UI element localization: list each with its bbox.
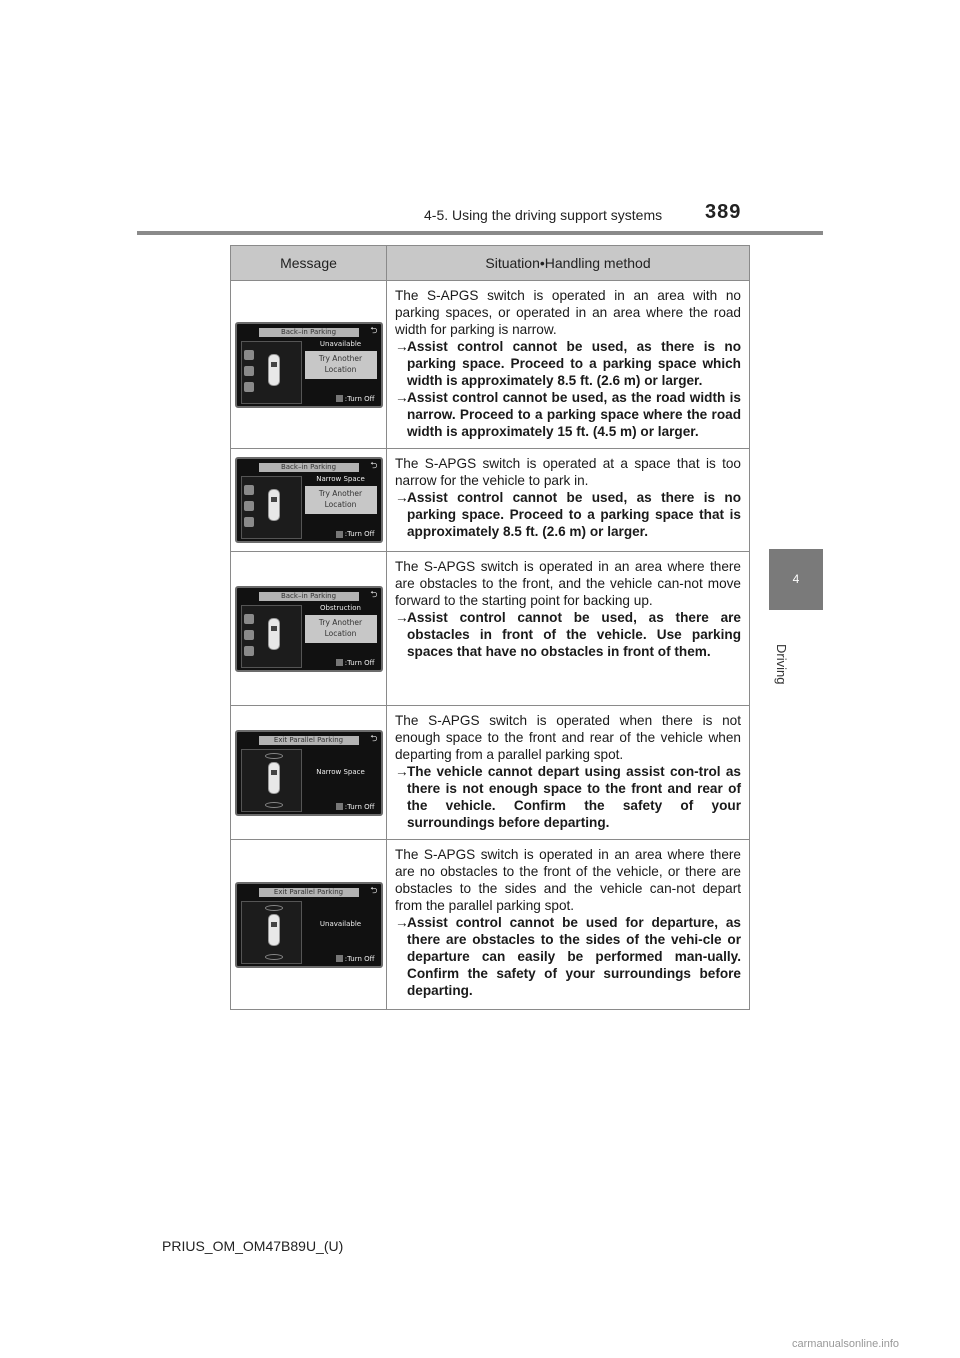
situation-cell <box>387 552 750 706</box>
turn-off-label <box>336 395 375 403</box>
handling-text: The vehicle cannot depart using assist con-trol as there is not enough space to the front and rear of the vehicle. Confirm the safety of your surroundings before departing. <box>407 764 741 830</box>
handling-item <box>395 914 741 999</box>
screen-status: Narrow Space <box>316 767 365 776</box>
handling-text: Assist control cannot be used, as there is no parking space. Proceed to a parking space which width is approximately 8.5 ft. (2.6 m) or larger. <box>407 339 741 388</box>
arrow-icon: → <box>395 764 409 779</box>
car-icon <box>268 489 280 521</box>
document-code: PRIUS_OM_OM47B89U_(U) <box>162 1238 344 1254</box>
section-title: 4-5. Using the driving support systems <box>424 207 663 223</box>
try-line: Location <box>324 628 357 638</box>
handling-item <box>395 338 741 389</box>
arrow-icon: → <box>395 390 409 405</box>
sensor-ring-icon <box>265 905 283 911</box>
situation-text: The S-APGS switch is operated in an area where there are obstacles to the front, and the vehicle can-not move forward to the starting point for backing up. <box>395 559 741 608</box>
try-line: Location <box>324 500 357 509</box>
sensor-icon <box>244 485 254 495</box>
page-number: 389 <box>705 201 742 223</box>
apgs-switch-icon <box>336 395 343 402</box>
handling-item <box>395 389 741 440</box>
arrow-icon: → <box>395 339 409 354</box>
sensor-icon <box>244 517 254 527</box>
message-image-cell <box>231 552 387 706</box>
situation-cell <box>387 706 750 840</box>
screen-title: Back–in Parking <box>259 592 359 601</box>
table-row <box>231 449 750 552</box>
screen-title: Back–in Parking <box>259 328 359 337</box>
back-arrow-icon: ⮌ <box>370 325 378 336</box>
sensor-ring-icon <box>265 802 283 808</box>
try-line: Location <box>324 364 357 374</box>
try-another-location-button <box>305 615 377 643</box>
sensor-icon <box>244 501 254 511</box>
sensor-icon <box>244 646 254 656</box>
message-image-cell <box>231 449 387 552</box>
apgs-switch-icon <box>336 955 343 962</box>
try-line: Try Another <box>318 617 363 627</box>
vehicle-diagram <box>241 749 302 812</box>
handling-text: Assist control cannot be used for departure, as there are obstacles to the sides of the vehi-cle or departure can easily be performed man-ually. Confirm the safety of your surroundings before departing. <box>407 915 741 998</box>
try-line: Try Another <box>318 489 363 498</box>
display-screen <box>235 322 383 408</box>
sensor-icon <box>244 382 254 392</box>
table-row <box>231 706 750 840</box>
turn-off-label <box>336 955 375 963</box>
display-screen <box>235 586 383 672</box>
situation-text: The S-APGS switch is operated at a space that is too narrow for the vehicle to park in. <box>395 456 741 488</box>
message-image-cell <box>231 281 387 449</box>
sensor-ring-icon <box>265 753 283 759</box>
sensor-icon <box>244 366 254 376</box>
situation-cell <box>387 281 750 449</box>
display-screen <box>235 730 383 816</box>
table-row <box>231 552 750 706</box>
table-header-row <box>231 246 750 281</box>
try-another-location-button <box>305 486 377 514</box>
car-icon <box>268 618 280 650</box>
message-image-cell <box>231 706 387 840</box>
situation-cell <box>387 840 750 1010</box>
situation-text: The S-APGS switch is operated in an area where there are no obstacles to the front of the vehicle, or there are obstacles to the sides and the vehicle can-not depart from the parallel parking spot. <box>395 847 741 913</box>
display-screen <box>235 882 383 968</box>
try-another-location-button <box>305 351 377 379</box>
situation-text: The S-APGS switch is operated when there is not enough space to the front and rear of the vehicle when departing from a parallel parking spot. <box>395 713 741 762</box>
vehicle-diagram <box>241 901 302 964</box>
back-arrow-icon: ⮌ <box>370 733 378 744</box>
car-icon <box>268 914 280 946</box>
screen-title: Exit Parallel Parking <box>259 888 359 897</box>
turn-off-text: :Turn Off <box>344 530 375 538</box>
back-arrow-icon: ⮌ <box>370 461 378 471</box>
screen-status: Unavailable <box>319 919 362 928</box>
arrow-icon: → <box>395 610 409 625</box>
situation-cell <box>387 449 750 552</box>
display-screen <box>235 457 383 543</box>
sensor-ring-icon <box>265 954 283 960</box>
sensor-icon <box>244 614 254 624</box>
screen-status: Narrow Space <box>316 475 365 483</box>
try-line: Try Another <box>318 353 363 363</box>
message-image-cell <box>231 840 387 1010</box>
apgs-switch-icon <box>336 659 343 666</box>
handling-text: Assist control cannot be used, as there is no parking space. Proceed to a parking space that is approximately 8.5 ft. (2.6 m) or larger. <box>407 490 741 539</box>
screen-title: Exit Parallel Parking <box>259 736 359 745</box>
column-header-situation: Situation•Handling method <box>387 246 750 281</box>
apgs-switch-icon <box>336 803 343 810</box>
vehicle-diagram <box>241 476 302 539</box>
arrow-icon: → <box>395 490 409 505</box>
screen-status: Obstruction <box>320 603 361 612</box>
apgs-switch-icon <box>336 531 343 538</box>
watermark: carmanualsonline.info <box>792 1338 900 1350</box>
vehicle-diagram <box>241 341 302 404</box>
turn-off-text: :Turn Off <box>344 802 375 811</box>
table-row <box>231 281 750 449</box>
handling-item <box>395 609 741 660</box>
turn-off-label <box>336 659 375 667</box>
turn-off-text: :Turn Off <box>344 394 375 403</box>
sensor-icon <box>244 350 254 360</box>
vehicle-diagram <box>241 605 302 668</box>
turn-off-label <box>336 530 375 538</box>
turn-off-text: :Turn Off <box>344 954 375 963</box>
handling-item <box>395 763 741 831</box>
turn-off-text: :Turn Off <box>344 658 375 667</box>
header-rule <box>137 231 823 235</box>
screen-title: Back–in Parking <box>259 463 359 472</box>
handling-item <box>395 489 741 540</box>
chapter-tab: 4 <box>769 549 823 610</box>
sensor-icon <box>244 630 254 640</box>
situation-text: The S-APGS switch is operated in an area with no parking spaces, or operated in an area where the road width for parking is narrow. <box>395 288 741 337</box>
arrow-icon: → <box>395 915 409 930</box>
back-arrow-icon: ⮌ <box>370 885 378 896</box>
car-icon <box>268 354 280 386</box>
screen-status: Unavailable <box>319 339 362 348</box>
handling-text: Assist control cannot be used, as the road width is narrow. Proceed to a parking space where the road width is approximately 15 ft. (4.5 m) or larger. <box>407 390 741 439</box>
turn-off-label <box>336 803 375 811</box>
back-arrow-icon: ⮌ <box>370 589 378 600</box>
chapter-label: Driving <box>774 644 789 685</box>
message-table <box>230 245 750 1010</box>
table-row <box>231 840 750 1010</box>
car-icon <box>268 762 280 794</box>
column-header-message: Message <box>231 246 387 281</box>
handling-text: Assist control cannot be used, as there are obstacles in front of the vehicle. Use parking spaces that have no obstacles in front of them. <box>407 610 741 659</box>
